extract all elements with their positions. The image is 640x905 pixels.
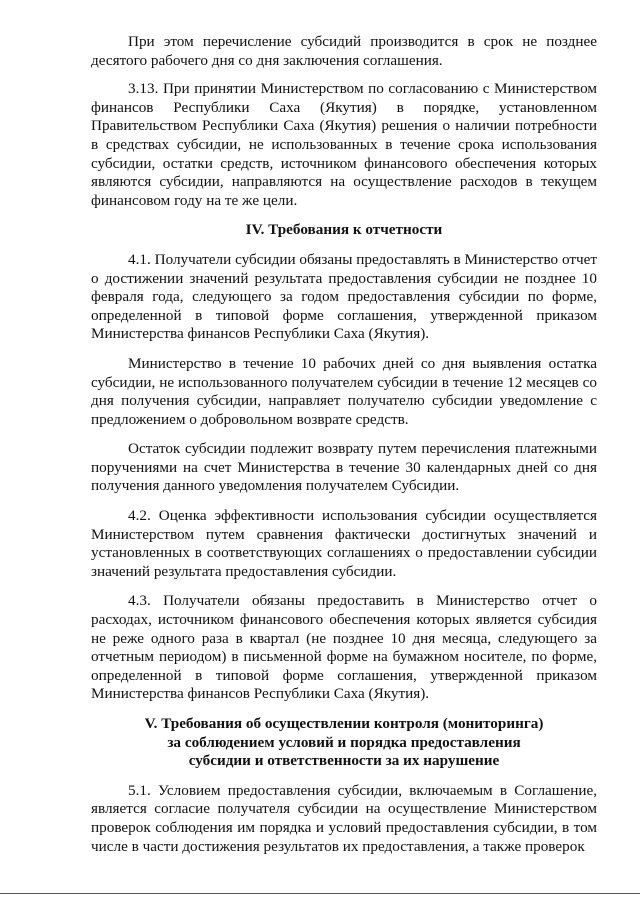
heading-line: за соблюдением условий и порядка предоставления	[167, 733, 521, 751]
heading-line: субсидии и ответственности за их нарушение	[188, 752, 500, 770]
paragraph: При этом перечисление субсидий производится в срок не позднее десятого рабочего дня со дня заключения соглашения.	[91, 33, 597, 69]
paragraph-3-13: 3.13. При принятии Министерством по согласованию с Министерством финансов Республики Саха (Якутия) в порядке, установленном Правительством Республики Саха (Якутия) решения о наличии потребности в средствах субсидии, не использованных в течение срока использования субсидии, остатки средств, источником финансового обеспечения которых являются субсидии, направляются на осуществление расходов в текущем финансовом году на те же цели.	[91, 80, 597, 209]
section-heading-v	[91, 715, 597, 771]
paragraph-4-3: 4.3. Получатели обязаны предоставить в Министерство отчет о расходах, источником финансового обеспечения которых является субсидия не реже одного раза в квартал (не позднее 10 дня месяца, следующего за отчетным периодом) в письменной форме на бумажном носителе, по форме, определенной в типовой форме соглашения, утвержденной приказом Министерства финансов Республики Саха (Якутия).	[91, 592, 597, 703]
heading-line: V. Требования об осуществлении контроля (мониторинга)	[144, 715, 544, 732]
footer-rule	[0, 893, 640, 894]
paragraph-4-2: 4.2. Оценка эффективности использования субсидии осуществляется Министерством путем сравнения фактически достигнутых значений и установленных в соответствующих соглашениях о предоставлении субсидии значений результата предоставления субсидии.	[91, 507, 597, 580]
paragraph: Министерство в течение 10 рабочих дней со дня выявления остатка субсидии, не использованного получателем субсидии в течение 12 месяцев со дня получения субсидии, направляет получателю субсидии уведомление с предложением о добровольном возврате средств.	[91, 354, 597, 428]
paragraph: Остаток субсидии подлежит возврату путем перечисления платежными поручениями на счет Министерства в течение 30 календарных дней со дня получения данного уведомления получателем Субсидии.	[91, 440, 597, 495]
section-heading-iv: IV. Требования к отчетности	[245, 221, 443, 239]
paragraph-5-1: 5.1. Условием предоставления субсидии, включаемым в Соглашение, является согласие получателя субсидии на осуществление Министерством проверок соблюдения им порядка и условий предоставления субсидии, в том числе в части достижения результатов их предоставления, а также проверок	[91, 781, 597, 855]
paragraph-4-1: 4.1. Получатели субсидии обязаны предоставлять в Министерство отчет о достижении значений результата предоставления субсидии не позднее 10 февраля года, следующего за годом предоставления субсидии по форме, определенной в типовой форме соглашения, утвержденной приказом Министерства финансов Республики Саха (Якутия).	[91, 250, 597, 343]
document-body	[91, 33, 597, 867]
